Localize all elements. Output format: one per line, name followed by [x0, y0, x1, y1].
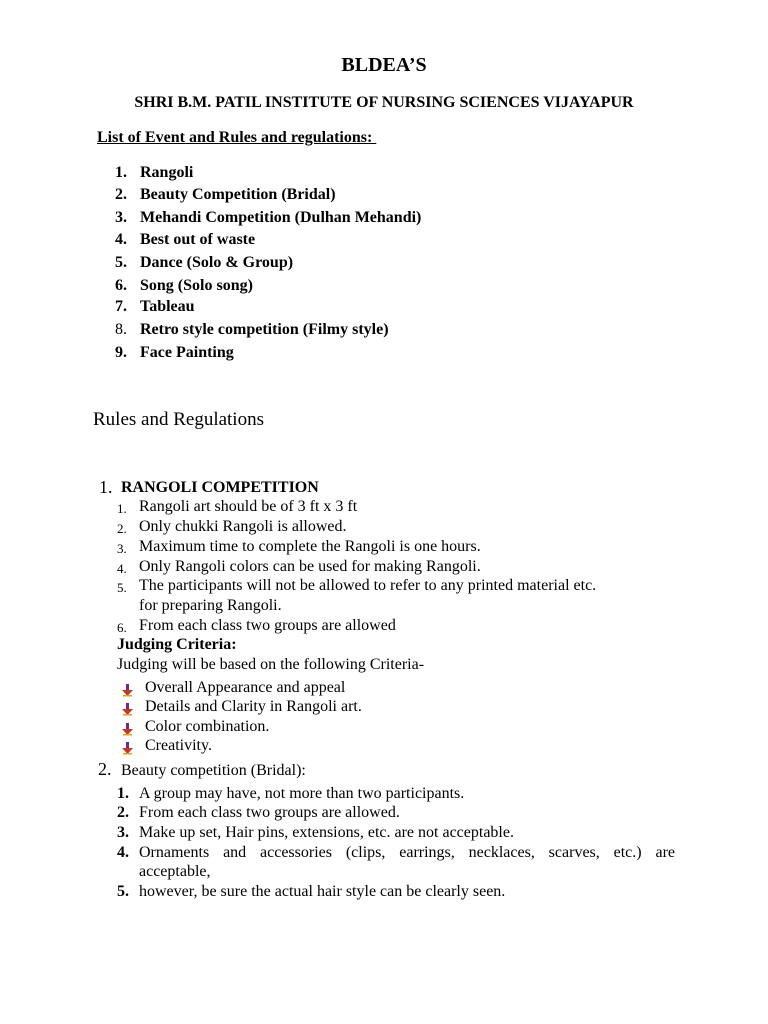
judging-title: Judging Criteria:	[117, 636, 237, 653]
event-item: Rangoli	[140, 164, 194, 181]
institute-name: SHRI B.M. PATIL INSTITUTE OF NURSING SCIENCES VIJAYAPUR	[134, 94, 634, 111]
down-arrow-bullet-icon	[121, 702, 135, 716]
event-num: 6.	[115, 277, 127, 294]
rule-text: From each class two groups are allowed.	[139, 804, 400, 821]
event-num: 5.	[115, 254, 127, 271]
criteria-item: Creativity.	[145, 737, 212, 754]
judging-intro: Judging will be based on the following Criteria-	[117, 656, 425, 673]
rule-text: Ornaments and accessories (clips, earrings, necklaces, scarves, etc.) are	[139, 844, 675, 861]
rule-text-cont: acceptable,	[139, 863, 211, 880]
event-item: Dance (Solo & Group)	[140, 254, 294, 271]
down-arrow-bullet-icon	[121, 683, 135, 697]
rule-text: A group may have, not more than two participants.	[139, 785, 465, 802]
rule-num: 4.	[117, 561, 127, 576]
section-title: RANGOLI COMPETITION	[121, 479, 319, 496]
down-arrow-bullet-icon	[121, 722, 135, 736]
rule-num: 3.	[117, 824, 129, 841]
rule-text: Only Rangoli colors can be used for making Rangoli.	[139, 558, 481, 575]
event-item: Song (Solo song)	[140, 277, 253, 294]
event-num: 9.	[115, 344, 127, 361]
rule-num: 1.	[117, 501, 127, 516]
rule-text: Maximum time to complete the Rangoli is one hours.	[139, 538, 481, 555]
event-num: 8.	[115, 321, 127, 338]
rule-text: Only chukki Rangoli is allowed.	[139, 518, 347, 535]
event-num: 1.	[115, 164, 127, 181]
section-number: 2.	[98, 759, 112, 779]
rule-text-cont: for preparing Rangoli.	[139, 597, 282, 614]
rule-num: 5.	[117, 580, 127, 595]
rule-text: Rangoli art should be of 3 ft x 3 ft	[139, 498, 358, 515]
rule-text: Make up set, Hair pins, extensions, etc. are not acceptable.	[139, 824, 514, 841]
rule-text: however, be sure the actual hair style can be clearly seen.	[139, 883, 506, 900]
rules-heading: Rules and Regulations	[93, 409, 264, 430]
event-item: Mehandi Competition (Dulhan Mehandi)	[140, 209, 422, 226]
rule-num: 4.	[117, 844, 129, 861]
section-title: Beauty competition (Bridal):	[121, 762, 306, 779]
rule-num: 5.	[117, 883, 129, 900]
rule-num: 3.	[117, 541, 127, 556]
rule-num: 1.	[117, 785, 129, 802]
event-item: Beauty Competition (Bridal)	[140, 186, 336, 203]
event-num: 7.	[115, 298, 127, 315]
criteria-item: Overall Appearance and appeal	[145, 679, 346, 696]
event-num: 4.	[115, 231, 127, 248]
event-item: Face Painting	[140, 344, 234, 361]
down-arrow-bullet-icon	[121, 741, 135, 755]
criteria-item: Color combination.	[145, 718, 270, 735]
rule-text: From each class two groups are allowed	[139, 617, 396, 634]
event-list-heading: List of Event and Rules and regulations:	[97, 129, 377, 146]
event-item: Tableau	[140, 298, 195, 315]
org-title: BLDEA’S	[341, 54, 427, 76]
criteria-item: Details and Clarity in Rangoli art.	[145, 698, 362, 715]
rule-num: 2.	[117, 804, 129, 821]
rule-num: 6.	[117, 620, 127, 635]
event-num: 2.	[115, 186, 127, 203]
rule-text: The participants will not be allowed to refer to any printed material etc.	[139, 577, 597, 594]
section-number: 1.	[99, 477, 113, 497]
event-item: Best out of waste	[140, 231, 256, 248]
event-num: 3.	[115, 209, 127, 226]
event-item: Retro style competition (Filmy style)	[140, 321, 389, 338]
rule-num: 2.	[117, 521, 127, 536]
